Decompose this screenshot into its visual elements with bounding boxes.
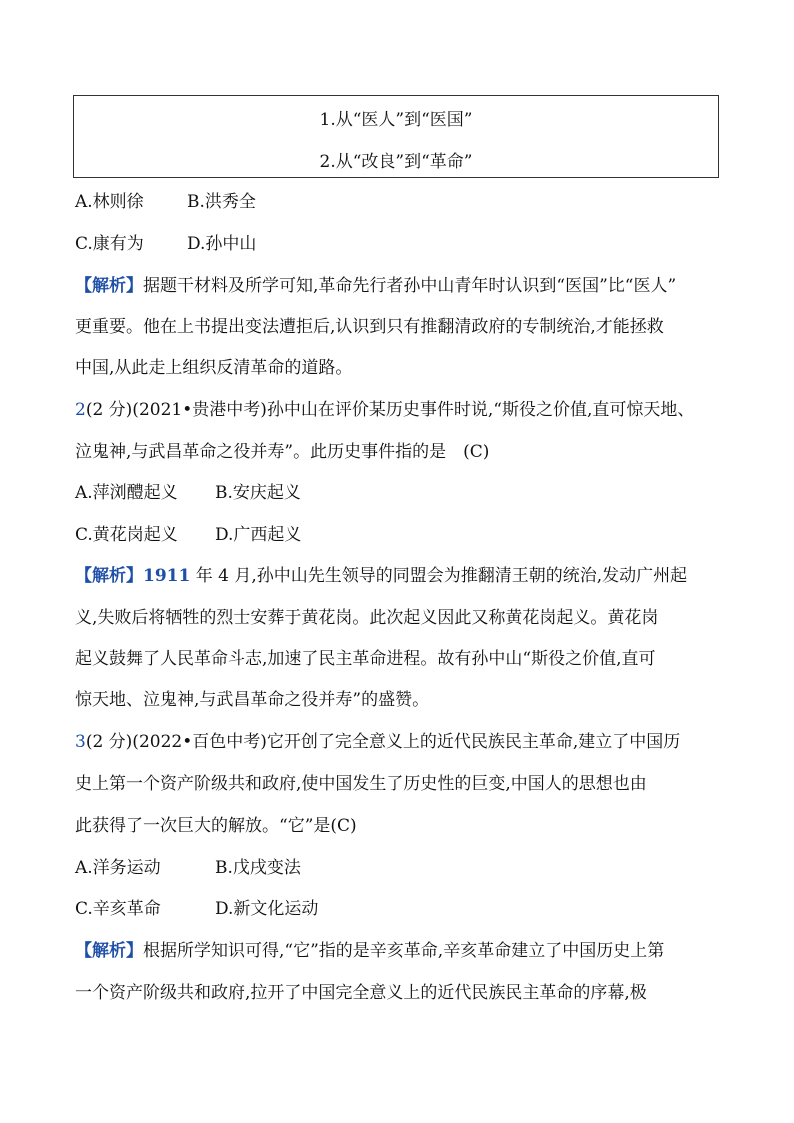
q1-analysis-line-1 xyxy=(75,275,676,297)
q2-options-row-2 xyxy=(75,524,301,546)
q1-analysis-tag: 【解析】 xyxy=(75,276,143,296)
q3-stem-line-2: 史上第一个资产阶级共和政府,使中国发生了历史性的巨变,中国人的思想也由 xyxy=(75,774,647,794)
q3-stem-text-1: (2 分)(2022•百色中考)它开创了完全意义上的近代民族民主革命,建立了中国历 xyxy=(85,732,681,752)
q2-analysis-text-1: 年 4 月,孙中山先生领导的同盟会为推翻清王朝的统治,发动广州起 xyxy=(190,566,688,586)
q3-stem-line-1 xyxy=(75,731,680,753)
q2-option-a: A.萍浏醴起义 xyxy=(75,483,178,503)
q2-option-c: C.黄花岗起义 xyxy=(75,525,178,545)
q2-analysis-year: 1911 xyxy=(143,566,191,586)
q1-option-d: D.孙中山 xyxy=(187,234,257,254)
q3-analysis-line-2: 一个资产阶级共和政府,拉开了中国完全意义上的近代民族民主革命的序幕,极 xyxy=(75,983,647,1003)
q1-options-row-1 xyxy=(75,191,256,213)
q2-analysis-tag: 【解析】 xyxy=(75,566,143,586)
q3-option-c: C.辛亥革命 xyxy=(75,899,161,919)
q3-option-a: A.洋务运动 xyxy=(75,858,161,878)
material-line-1: 1.从“医人”到“医国” xyxy=(319,110,473,130)
q2-analysis-line-2: 义,失败后将牺牲的烈士安葬于黄花岗。此次起义因此又称黄花岗起义。黄花岗 xyxy=(75,608,659,628)
q1-option-a: A.林则徐 xyxy=(75,192,144,212)
q2-number: 2 xyxy=(75,400,86,420)
q1-option-b: B.洪秀全 xyxy=(187,192,256,212)
q3-analysis-tag: 【解析】 xyxy=(75,941,143,961)
q3-options-row-1 xyxy=(75,857,301,879)
q2-option-d: D.广西起义 xyxy=(215,525,302,545)
q3-option-d: D.新文化运动 xyxy=(215,899,319,919)
material-box xyxy=(73,95,719,178)
q2-stem-text-1: (2 分)(2021•贵港中考)孙中山在评价某历史事件时说,“斯役之价值,直可惊天地、 xyxy=(85,400,695,420)
q1-analysis-line-2: 更重要。他在上书提出变法遭拒后,认识到只有推翻清政府的专制统治,才能拯救 xyxy=(75,317,664,337)
q2-analysis-line-1 xyxy=(75,565,687,587)
material-line-2: 2.从“改良”到“革命” xyxy=(319,152,473,172)
q2-stem-line-2: 泣鬼神,与武昌革命之役并寿”。此历史事件指的是 (C) xyxy=(75,442,490,462)
q3-number: 3 xyxy=(75,732,86,752)
q3-analysis-line-1 xyxy=(75,940,664,962)
q1-analysis-text-1: 据题干材料及所学可知,革命先行者孙中山青年时认识到“医国”比“医人” xyxy=(143,276,677,296)
q3-stem-line-3: 此获得了一次巨大的解放。“它”是(C) xyxy=(75,816,357,836)
q1-analysis-line-3: 中国,从此走上组织反清革命的道路。 xyxy=(75,358,353,378)
q2-option-b: B.安庆起义 xyxy=(215,483,301,503)
q3-options-row-2 xyxy=(75,898,318,920)
q2-stem-line-1 xyxy=(75,399,694,421)
q1-options-row-2 xyxy=(75,233,256,255)
q3-option-b: B.戊戌变法 xyxy=(215,858,301,878)
q2-options-row-1 xyxy=(75,482,301,504)
q2-analysis-line-3: 起义鼓舞了人民革命斗志,加速了民主革命进程。故有孙中山“斯役之价值,直可 xyxy=(75,649,656,669)
q2-analysis-line-4: 惊天地、泣鬼神,与武昌革命之役并寿”的盛赞。 xyxy=(75,690,430,710)
q3-analysis-text-1: 根据所学知识可得,“它”指的是辛亥革命,辛亥革命建立了中国历史上第 xyxy=(143,941,665,961)
q1-option-c: C.康有为 xyxy=(75,234,144,254)
